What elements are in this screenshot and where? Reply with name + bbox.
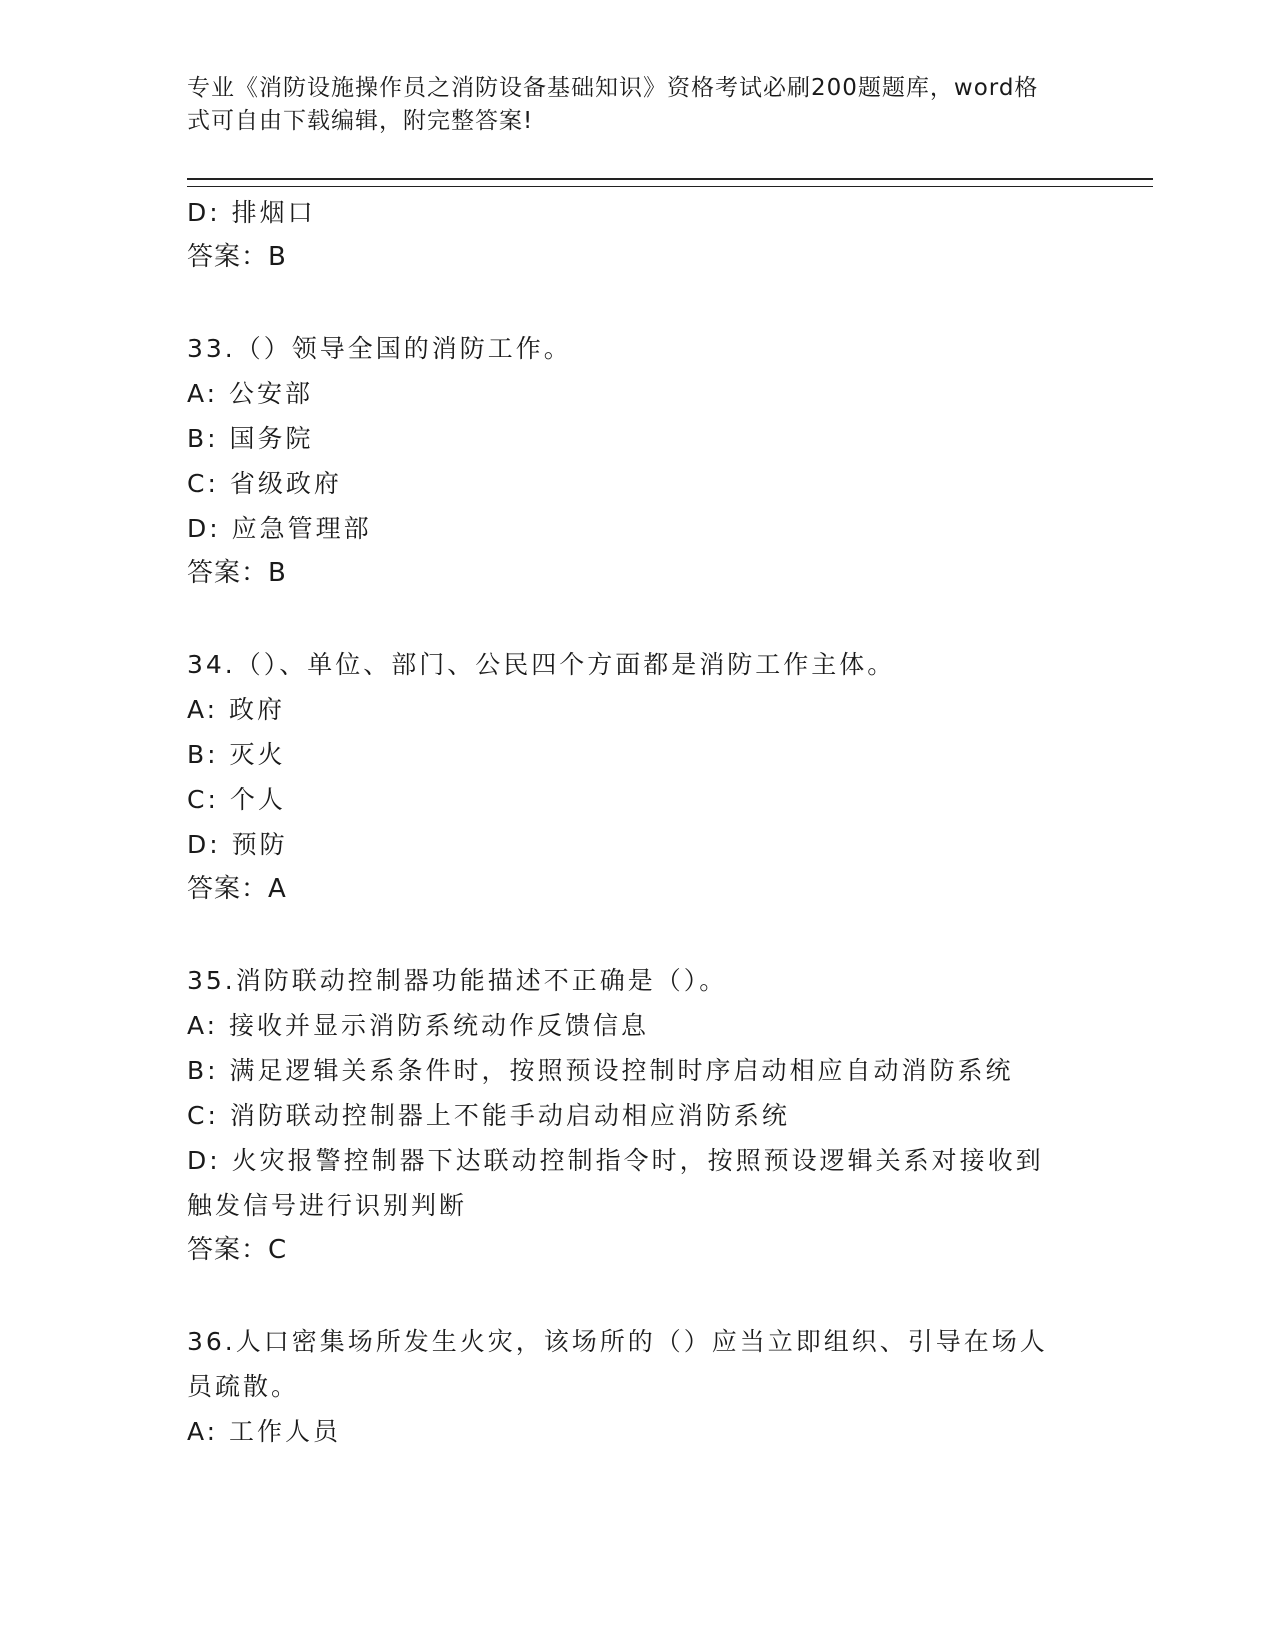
header-line-1: 专业《消防设施操作员之消防设备基础知识》资格考试必刷200题题库，word格 — [187, 75, 1039, 101]
header-divider — [187, 178, 1153, 187]
answer-line: 答案：B — [187, 558, 287, 588]
option-d: D: 火灾报警控制器下达联动控制指令时，按照预设逻辑关系对接收到 — [187, 1146, 1044, 1175]
option-c: C: 省级政府 — [187, 469, 342, 498]
question-stem: 36.人口密集场所发生火灾，该场所的（）应当立即组织、引导在场人 — [187, 1327, 1048, 1356]
option-d-continued: 触发信号进行识别判断 — [187, 1191, 468, 1220]
option-d: D: 应急管理部 — [187, 514, 372, 543]
option-b: B: 国务院 — [187, 424, 314, 453]
option-a: A: 政府 — [187, 695, 286, 724]
document-header — [187, 72, 1067, 138]
option-c: C: 个人 — [187, 785, 286, 814]
document-body — [187, 190, 1087, 1454]
question-33 — [187, 326, 1087, 596]
option-d: D: 排烟口 — [187, 198, 316, 227]
question-stem: 33.（）领导全国的消防工作。 — [187, 334, 572, 363]
option-c: C: 消防联动控制器上不能手动启动相应消防系统 — [187, 1101, 790, 1130]
question-36 — [187, 1319, 1087, 1454]
option-a: A: 公安部 — [187, 379, 314, 408]
option-b: B: 灭火 — [187, 740, 286, 769]
question-stem-continued: 员疏散。 — [187, 1372, 300, 1401]
question-stem: 34.（）、单位、部门、公民四个方面都是消防工作主体。 — [187, 650, 896, 679]
option-b: B: 满足逻辑关系条件时，按照预设控制时序启动相应自动消防系统 — [187, 1056, 1014, 1085]
answer-line: 答案：B — [187, 242, 287, 272]
answer-line: 答案：A — [187, 874, 287, 904]
option-a: A: 接收并显示消防系统动作反馈信息 — [187, 1011, 650, 1040]
answer-line: 答案：C — [187, 1235, 288, 1265]
question-35 — [187, 958, 1087, 1273]
option-a: A: 工作人员 — [187, 1417, 342, 1446]
question-stem: 35.消防联动控制器功能描述不正确是（）。 — [187, 966, 728, 995]
question-34 — [187, 642, 1087, 912]
header-line-2: 式可自由下载编辑，附完整答案! — [187, 108, 534, 134]
option-d: D: 预防 — [187, 830, 288, 859]
